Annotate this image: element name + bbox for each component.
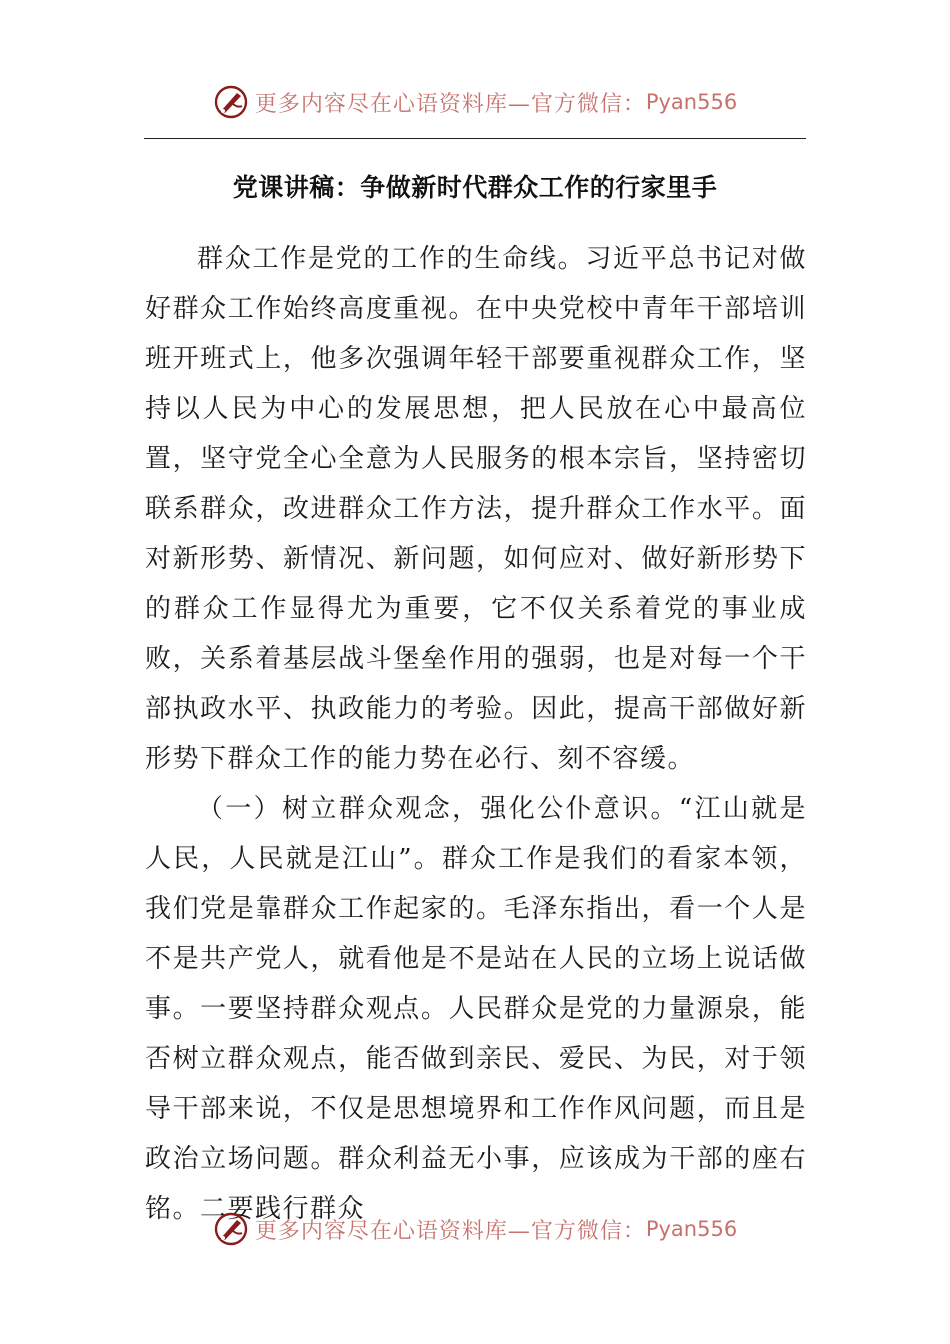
document-body <box>145 234 807 1234</box>
header-wechat-id: Pyan556 <box>645 90 738 114</box>
paragraph-intro: 群众工作是党的工作的生命线。习近平总书记对做好群众工作始终高度重视。在中央党校中青年干部培训班开班式上，他多次强调年轻干部要重视群众工作，坚持以人民为中心的发展思想，把人民放在心中最高位置，坚守党全心全意为人民服务的根本宗旨，坚持密切联系群众，改进群众工作方法，提升群众工作水平。面对新形势、新情况、新问题，如何应对、做好新形势下的群众工作显得尤为重要，它不仅关系着党的事业成败，关系着基层战斗堡垒作用的强弱，也是对每一个干部执政水平、执政能力的考验。因此，提高干部做好新形势下群众工作的能力势在必行、刻不容缓。 <box>145 244 807 774</box>
pen-nib-icon <box>213 1211 249 1247</box>
footer-banner <box>0 1209 950 1249</box>
footer-banner-text: 更多内容尽在心语资料库—官方微信： <box>254 1218 646 1244</box>
header-divider <box>144 138 806 139</box>
footer-wechat-id: Pyan556 <box>645 1217 738 1241</box>
header-banner <box>0 82 950 122</box>
pen-nib-icon <box>213 84 249 120</box>
header-banner-text: 更多内容尽在心语资料库—官方微信： <box>254 91 646 117</box>
page-title: 党课讲稿：争做新时代群众工作的行家里手 <box>232 173 718 202</box>
paragraph-section-1: （一）树立群众观念，强化公仆意识。“江山就是人民，人民就是江山”。群众工作是我们的看家本领，我们党是靠群众工作起家的。毛泽东指出，看一个人是不是共产党人，就看他是不是站在人民的立场上说话做事。一要坚持群众观点。人民群众是党的力量源泉，能否树立群众观点，能否做到亲民、爱民、为民，对于领导干部来说，不仅是思想境界和工作作风问题，而且是政治立场问题。群众利益无小事，应该成为干部的座右铭。二要践行群众 <box>145 794 807 1224</box>
